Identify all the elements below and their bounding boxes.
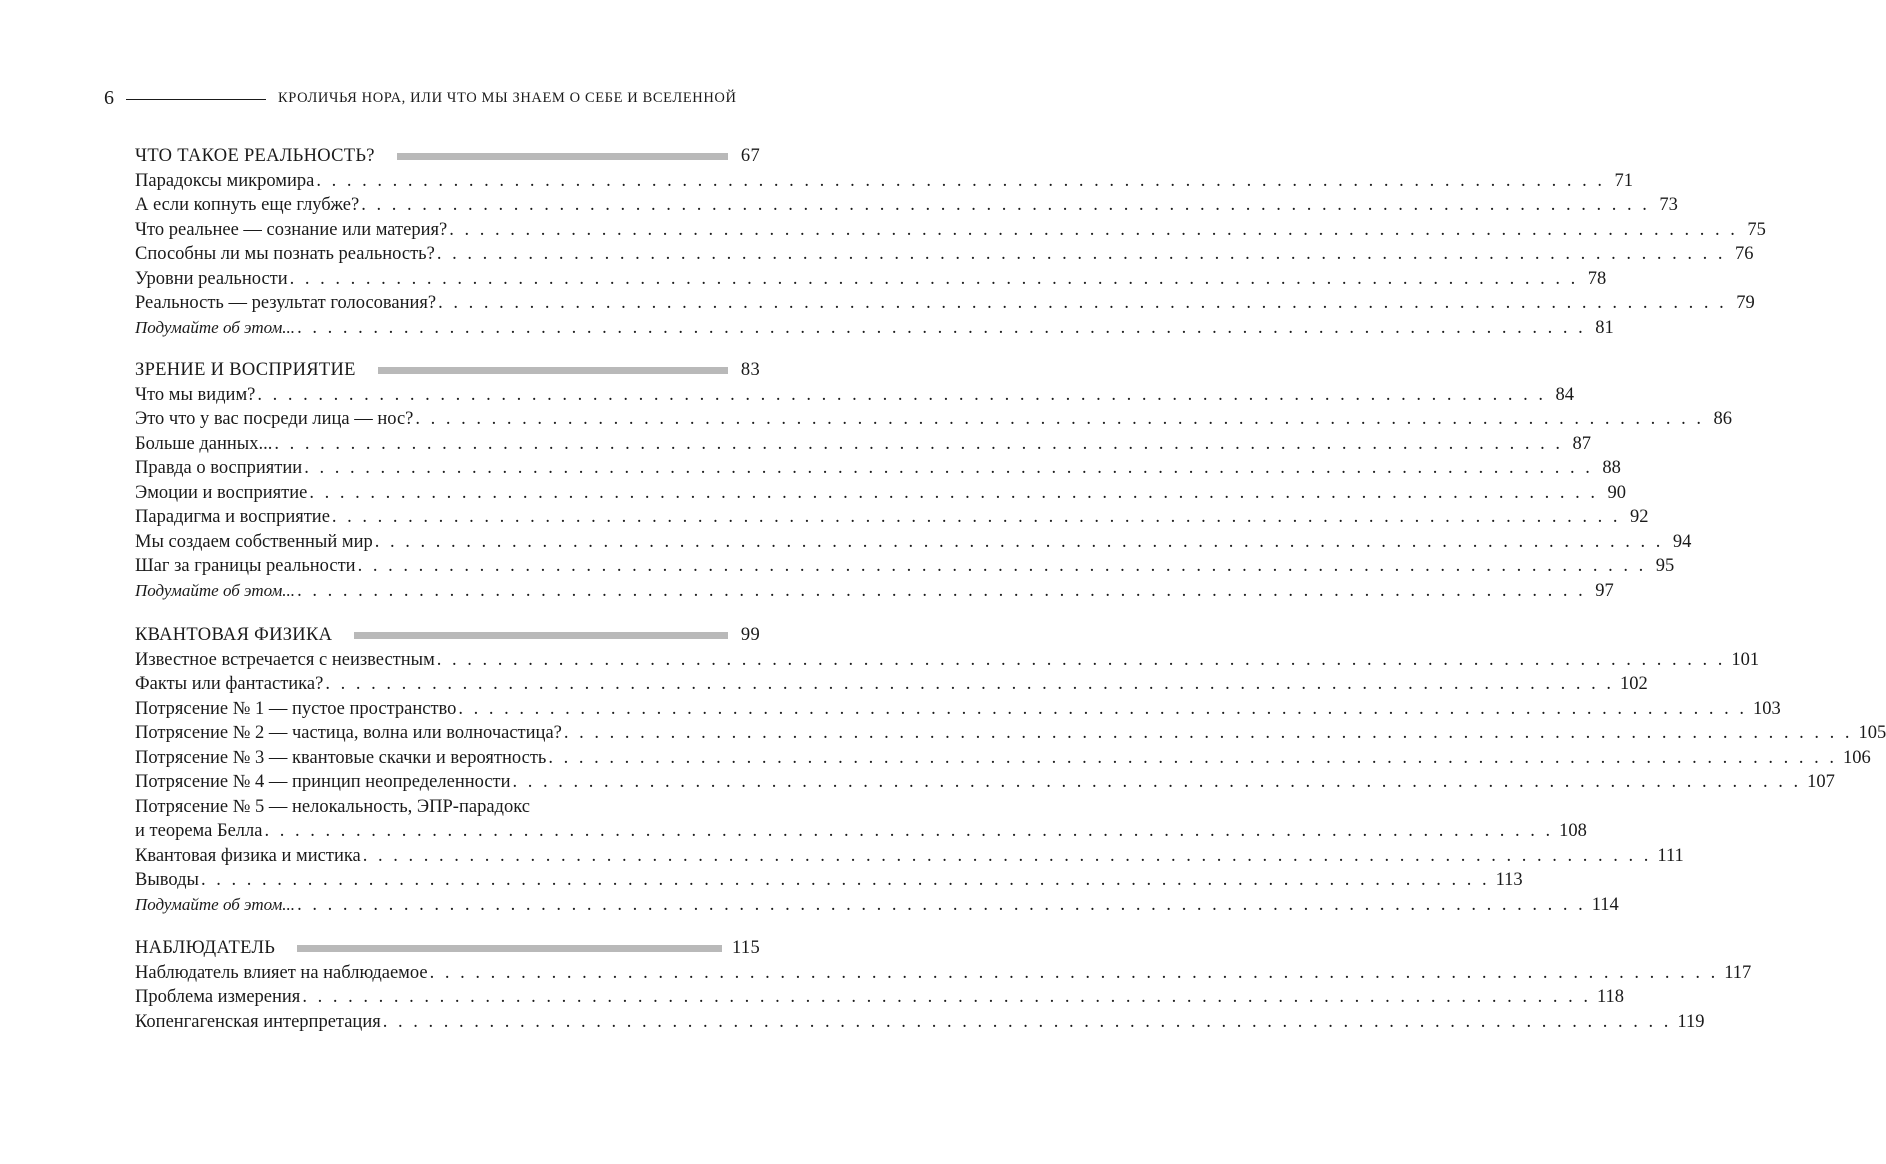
- entry-page: 86: [1713, 409, 1732, 429]
- dot-leader: . . . . . . . . . . . . . . . . . . . . . . . . . . . . . . . . . . . . . . . . . . . . . . . . . . . . . . . . . . . . . . . . . . . . . . . . . . . . . . . . . . . . .: [297, 894, 1586, 915]
- dot-leader: . . . . . . . . . . . . . . . . . . . . . . . . . . . . . . . . . . . . . . . . . . . . . . . . . . . . . . . . . . . . . . . . . . . . . . . . . . . . . . . . . . . . .: [361, 195, 1650, 215]
- dot-leader: . . . . . . . . . . . . . . . . . . . . . . . . . . . . . . . . . . . . . . . . . . . . . . . . . . . . . . . . . . . . . . . . . . . . . . . . . . . . . . . . . . . . .: [436, 649, 1726, 670]
- entry-page: 87: [1572, 433, 1591, 454]
- entry-label: Потрясение № 4 — принцип неопределенности: [135, 772, 511, 792]
- entry-page: 75: [1747, 219, 1766, 240]
- entry-page: 76: [1734, 244, 1754, 264]
- dot-leader: . . . . . . . . . . . . . . . . . . . . . . . . . . . . . . . . . . . . . . . . . . . . . . . . . . . . . . . . . . . . . . . . . . . . . . . . . . . . . . . . . . . . .: [297, 580, 1586, 601]
- entry-page: 88: [1602, 458, 1621, 478]
- dot-leader: . . . . . . . . . . . . . . . . . . . . . . . . . . . . . . . . . . . . . . . . . . . . . . . . . . . . . . . . . . . . . . . . . . . . . . . . . . . . . . . . . . . . .: [331, 507, 1621, 527]
- entry-label: и теорема Белла: [135, 821, 263, 841]
- entry-page: 78: [1587, 268, 1607, 289]
- section-bar: [397, 153, 728, 160]
- toc-entry[interactable]: [135, 985, 1625, 1010]
- entry-label: Потрясение № 3 — квантовые скачки и вероятность: [135, 747, 547, 768]
- section-title: КВАНТОВАЯ ФИЗИКА: [135, 625, 333, 645]
- toc-entry[interactable]: [135, 893, 1619, 918]
- entry-page: 79: [1736, 293, 1755, 313]
- entry-page: 101: [1731, 649, 1760, 670]
- entry-label: Парадигма и восприятие: [135, 507, 330, 527]
- entry-page: 102: [1619, 674, 1648, 694]
- toc-entry[interactable]: [135, 1010, 1705, 1035]
- entry-page: 118: [1596, 987, 1625, 1007]
- header-rule: [126, 99, 266, 100]
- section-bar: [354, 632, 728, 639]
- entry-label: Квантовая физика и мистика: [135, 845, 361, 866]
- toc-entry[interactable]: [135, 721, 1886, 746]
- section-heading[interactable]: [135, 623, 760, 648]
- toc-entry[interactable]: [135, 868, 1523, 893]
- dot-leader: . . . . . . . . . . . . . . . . . . . . . . . . . . . . . . . . . . . . . . . . . . . . . . . . . . . . . . . . . . . . . . . . . . . . . . . . . . . . . . . . . . . . .: [297, 317, 1586, 338]
- entry-page: 90: [1607, 482, 1626, 503]
- toc-section: [135, 144, 1766, 340]
- section-heading[interactable]: [135, 144, 760, 169]
- running-title: КРОЛИЧЬЯ НОРА, ИЛИ ЧТО МЫ ЗНАЕМ О СЕБЕ И ВСЕЛЕННОЙ: [278, 89, 737, 106]
- entry-page: 111: [1657, 845, 1684, 866]
- section-page: 99: [740, 625, 760, 645]
- entry-label: Шаг за границы реальности: [135, 556, 356, 576]
- entry-label: Подумайте об этом...: [135, 894, 296, 914]
- dot-leader: . . . . . . . . . . . . . . . . . . . . . . . . . . . . . . . . . . . . . . . . . . . . . . . . . . . . . . . . . . . . . . . . . . . . . . . . . . . . . . . . . . . . .: [382, 1011, 1672, 1032]
- dot-leader: . . . . . . . . . . . . . . . . . . . . . . . . . . . . . . . . . . . . . . . . . . . . . . . . . . . . . . . . . . . . . . . . . . . . . . . . . . . . . . . . . . . . .: [436, 244, 1726, 264]
- dot-leader: . . . . . . . . . . . . . . . . . . . . . . . . . . . . . . . . . . . . . . . . . . . . . . . . . . . . . . . . . . . . . . . . . . . . . . . . . . . . . . . . . . . . .: [449, 219, 1738, 240]
- entry-page: 81: [1595, 317, 1614, 338]
- dot-leader: . . . . . . . . . . . . . . . . . . . . . . . . . . . . . . . . . . . . . . . . . . . . . . . . . . . . . . . . . . . . . . . . . . . . . . . . . . . . . . . . . . . . .: [357, 556, 1647, 576]
- toc-entry[interactable]: [135, 169, 1633, 194]
- dot-leader: . . . . . . . . . . . . . . . . . . . . . . . . . . . . . . . . . . . . . . . . . . . . . . . . . . . . . . . . . . . . . . . . . . . . . . . . . . . . . . . . . . . . .: [264, 821, 1554, 841]
- toc-entry[interactable]: [135, 672, 1648, 697]
- toc-entry[interactable]: [135, 697, 1781, 722]
- dot-leader: . . . . . . . . . . . . . . . . . . . . . . . . . . . . . . . . . . . . . . . . . . . . . . . . . . . . . . . . . . . . . . . . . . . . . . . . . . . . . . . . . . . . .: [316, 170, 1605, 191]
- entry-page: 97: [1595, 580, 1614, 601]
- toc-entry[interactable]: [135, 648, 1760, 673]
- dot-leader: . . . . . . . . . . . . . . . . . . . . . . . . . . . . . . . . . . . . . . . . . . . . . . . . . . . . . . . . . . . . . . . . . . . . . . . . . . . . . . . . . . . . .: [304, 458, 1593, 478]
- entry-page: 95: [1655, 556, 1675, 576]
- entry-label: Эмоции и восприятие: [135, 482, 308, 503]
- entry-label: Проблема измерения: [135, 987, 301, 1007]
- entry-page: 119: [1677, 1011, 1705, 1032]
- dot-leader: . . . . . . . . . . . . . . . . . . . . . . . . . . . . . . . . . . . . . . . . . . . . . . . . . . . . . . . . . . . . . . . . . . . . . . . . . . . . . . . . . . . . .: [257, 384, 1546, 405]
- entry-label: Мы создаем собственный мир: [135, 531, 373, 552]
- toc-section: [135, 358, 1732, 603]
- entry-label: Подумайте об этом...: [135, 580, 296, 600]
- entry-page: 108: [1559, 821, 1587, 841]
- entry-label: Реальность — результат голосования?: [135, 293, 437, 313]
- entry-page: 103: [1753, 698, 1781, 719]
- entry-label: Это что у вас посреди лица — нос?: [135, 409, 414, 429]
- toc-entry[interactable]: [135, 746, 1871, 771]
- dot-leader: . . . . . . . . . . . . . . . . . . . . . . . . . . . . . . . . . . . . . . . . . . . . . . . . . . . . . . . . . . . . . . . . . . . . . . . . . . . . . . . . . . . . .: [548, 747, 1837, 768]
- entry-label: Что реальнее — сознание или материя?: [135, 219, 448, 240]
- entry-label: Больше данных...: [135, 433, 273, 454]
- entry-label: Правда о восприятии: [135, 458, 303, 478]
- toc-entry[interactable]: [135, 505, 1649, 530]
- toc-entry[interactable]: [135, 383, 1574, 408]
- section-page: 115: [732, 938, 760, 958]
- toc-entry[interactable]: [135, 481, 1626, 506]
- toc-entry[interactable]: [135, 407, 1732, 432]
- toc-entry[interactable]: [135, 795, 760, 820]
- entry-page: 94: [1672, 531, 1692, 552]
- page-number: 6: [104, 86, 114, 109]
- entry-label: Подумайте об этом...: [135, 317, 296, 337]
- entry-label: Наблюдатель влияет на наблюдаемое: [135, 962, 428, 983]
- toc-entry[interactable]: [135, 291, 1755, 316]
- toc-entry[interactable]: [135, 961, 1752, 986]
- section-title: ЗРЕНИЕ И ВОСПРИЯТИЕ: [135, 360, 356, 380]
- dot-leader: . . . . . . . . . . . . . . . . . . . . . . . . . . . . . . . . . . . . . . . . . . . . . . . . . . . . . . . . . . . . . . . . . . . . . . . . . . . . . . . . . . . . .: [325, 674, 1614, 694]
- entry-page: 71: [1614, 170, 1633, 191]
- entry-label: Уровни реальности: [135, 268, 288, 289]
- toc-entry[interactable]: [135, 242, 1754, 267]
- dot-leader: . . . . . . . . . . . . . . . . . . . . . . . . . . . . . . . . . . . . . . . . . . . . . . . . . . . . . . . . . . . . . . . . . . . . . . . . . . . . . . . . . . . . .: [563, 723, 1853, 743]
- entry-label: Факты или фантастика?: [135, 674, 324, 694]
- section-page: 83: [740, 360, 760, 380]
- entry-label: Что мы видим?: [135, 384, 256, 405]
- entry-label: Парадоксы микромира: [135, 170, 315, 191]
- toc-entry[interactable]: [135, 193, 1678, 218]
- entry-label: Копенгагенская интерпретация: [135, 1011, 381, 1032]
- dot-leader: . . . . . . . . . . . . . . . . . . . . . . . . . . . . . . . . . . . . . . . . . . . . . . . . . . . . . . . . . . . . . . . . . . . . . . . . . . . . . . . . . . . . .: [415, 409, 1704, 429]
- section-heading[interactable]: [135, 358, 760, 383]
- toc-entry[interactable]: [135, 844, 1684, 869]
- dot-leader: . . . . . . . . . . . . . . . . . . . . . . . . . . . . . . . . . . . . . . . . . . . . . . . . . . . . . . . . . . . . . . . . . . . . . . . . . . . . . . . . . . . . .: [438, 293, 1727, 313]
- section-bar: [297, 945, 722, 952]
- toc-entry[interactable]: [135, 770, 1835, 795]
- section-page: 67: [740, 146, 760, 166]
- entry-page: 73: [1659, 195, 1678, 215]
- entry-page: 113: [1495, 870, 1523, 890]
- dot-leader: . . . . . . . . . . . . . . . . . . . . . . . . . . . . . . . . . . . . . . . . . . . . . . . . . . . . . . . . . . . . . . . . . . . . . . . . . . . . . . . . . . . . .: [309, 482, 1598, 503]
- entry-page: 105: [1858, 723, 1886, 743]
- entry-label: Выводы: [135, 870, 199, 890]
- dot-leader: . . . . . . . . . . . . . . . . . . . . . . . . . . . . . . . . . . . . . . . . . . . . . . . . . . . . . . . . . . . . . . . . . . . . . . . . . . . . . . . . . . . . .: [512, 772, 1802, 792]
- entry-page: 106: [1842, 747, 1871, 768]
- toc-section: [135, 623, 1886, 917]
- entry-page: 92: [1630, 507, 1649, 527]
- toc-entry[interactable]: [135, 432, 1591, 457]
- dot-leader: . . . . . . . . . . . . . . . . . . . . . . . . . . . . . . . . . . . . . . . . . . . . . . . . . . . . . . . . . . . . . . . . . . . . . . . . . . . . . . . . . . . . .: [274, 433, 1563, 454]
- dot-leader: . . . . . . . . . . . . . . . . . . . . . . . . . . . . . . . . . . . . . . . . . . . . . . . . . . . . . . . . . . . . . . . . . . . . . . . . . . . . . . . . . . . . .: [289, 268, 1579, 289]
- toc-entry[interactable]: [135, 554, 1675, 579]
- entry-page: 107: [1807, 772, 1835, 792]
- toc-entry[interactable]: [135, 456, 1621, 481]
- section-bar: [378, 367, 728, 374]
- entry-label: Потрясение № 2 — частица, волна или волночастица?: [135, 723, 562, 743]
- entry-label: Потрясение № 5 — нелокальность, ЭПР-парадокс: [135, 796, 530, 817]
- toc-entry[interactable]: [135, 316, 1614, 341]
- dot-leader: . . . . . . . . . . . . . . . . . . . . . . . . . . . . . . . . . . . . . . . . . . . . . . . . . . . . . . . . . . . . . . . . . . . . . . . . . . . . . . . . . . . . .: [429, 962, 1719, 983]
- toc-entry[interactable]: [135, 819, 1587, 844]
- entry-page: 114: [1591, 894, 1619, 915]
- toc-entry[interactable]: [135, 530, 1692, 555]
- entry-label: Известное встречается с неизвестным: [135, 649, 435, 670]
- entry-label: Способны ли мы познать реальность?: [135, 244, 435, 264]
- toc-entry[interactable]: [135, 579, 1614, 604]
- dot-leader: . . . . . . . . . . . . . . . . . . . . . . . . . . . . . . . . . . . . . . . . . . . . . . . . . . . . . . . . . . . . . . . . . . . . . . . . . . . . . . . . . . . . .: [362, 845, 1652, 866]
- dot-leader: . . . . . . . . . . . . . . . . . . . . . . . . . . . . . . . . . . . . . . . . . . . . . . . . . . . . . . . . . . . . . . . . . . . . . . . . . . . . . . . . . . . . .: [458, 698, 1748, 719]
- toc-entry[interactable]: [135, 218, 1766, 243]
- dot-leader: . . . . . . . . . . . . . . . . . . . . . . . . . . . . . . . . . . . . . . . . . . . . . . . . . . . . . . . . . . . . . . . . . . . . . . . . . . . . . . . . . . . . .: [302, 987, 1591, 1007]
- dot-leader: . . . . . . . . . . . . . . . . . . . . . . . . . . . . . . . . . . . . . . . . . . . . . . . . . . . . . . . . . . . . . . . . . . . . . . . . . . . . . . . . . . . . .: [200, 870, 1490, 890]
- entry-page: 84: [1555, 384, 1574, 405]
- toc-section: [135, 936, 1752, 1034]
- entry-page: 117: [1724, 962, 1752, 983]
- entry-label: Потрясение № 1 — пустое пространство: [135, 698, 457, 719]
- dot-leader: . . . . . . . . . . . . . . . . . . . . . . . . . . . . . . . . . . . . . . . . . . . . . . . . . . . . . . . . . . . . . . . . . . . . . . . . . . . . . . . . . . . . .: [374, 531, 1664, 552]
- toc-entry[interactable]: [135, 267, 1607, 292]
- section-heading[interactable]: [135, 936, 760, 961]
- section-title: ЧТО ТАКОЕ РЕАЛЬНОСТЬ?: [135, 146, 375, 166]
- section-title: НАБЛЮДАТЕЛЬ: [135, 938, 276, 958]
- entry-label: А если копнуть еще глубже?: [135, 195, 360, 215]
- running-head: [104, 86, 759, 110]
